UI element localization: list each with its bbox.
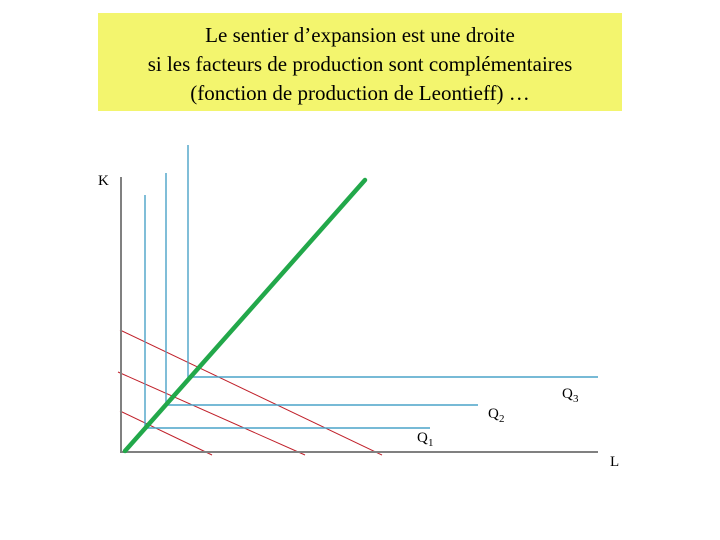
expansion-path — [125, 180, 365, 451]
isoquant-label-q1-main: Q — [417, 430, 428, 446]
isoquant-label-q2-main: Q — [488, 406, 499, 422]
title-line-2: si les facteurs de production sont complémentaires — [147, 52, 573, 76]
isocost-lines — [118, 330, 382, 455]
isocost-line-3 — [120, 330, 382, 455]
isoquant-label-q3-sub: 3 — [573, 393, 579, 405]
isoquants — [145, 145, 598, 428]
x-axis-label: L — [610, 454, 620, 470]
axes — [120, 177, 598, 453]
title-line-3: (fonction de production de Leontieff) … — [190, 81, 530, 105]
isoquant-q3 — [188, 145, 598, 377]
title-line-1: Le sentier d’expansion est une droite — [205, 23, 515, 47]
isoquant-q2 — [166, 173, 478, 405]
isocost-line-2 — [118, 372, 305, 455]
isocost-line-1 — [120, 411, 212, 455]
isoquant-label-q2-sub: 2 — [499, 413, 505, 425]
y-axis-label: K — [98, 173, 109, 189]
isoquant-label-q2 — [488, 406, 505, 425]
isoquant-label-q3 — [562, 386, 579, 405]
isoquant-label-q3-main: Q — [562, 386, 573, 402]
isoquant-label-q1-sub: 1 — [428, 437, 434, 449]
isoquant-label-q1 — [417, 430, 434, 449]
